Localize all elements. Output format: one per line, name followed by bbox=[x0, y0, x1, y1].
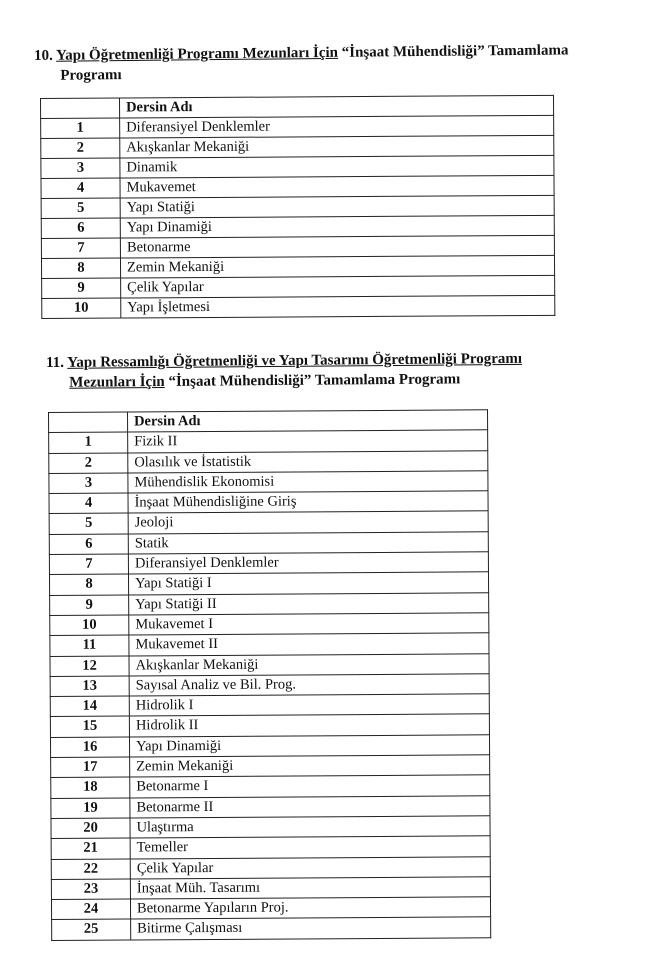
table-row bbox=[49, 532, 488, 555]
row-number: 5 bbox=[41, 198, 120, 218]
row-number: 8 bbox=[41, 258, 120, 278]
course-name-column-header: Dersin Adı bbox=[128, 410, 488, 432]
course-name: Çelik Yapılar bbox=[121, 275, 555, 298]
section-11-heading bbox=[46, 349, 522, 393]
row-number: 19 bbox=[51, 798, 130, 819]
course-name: Yapı Statiği II bbox=[129, 592, 489, 614]
section-11-title-underlined: Mezunları İçin bbox=[69, 373, 165, 391]
table-row bbox=[51, 795, 490, 818]
table-row bbox=[51, 856, 490, 879]
course-name: Mühendislik Ekonomisi bbox=[128, 471, 488, 493]
row-number: 5 bbox=[49, 513, 128, 534]
row-number: 20 bbox=[51, 818, 130, 839]
table-row bbox=[49, 552, 488, 575]
table-header-row bbox=[49, 410, 488, 433]
row-number: 9 bbox=[42, 278, 121, 298]
row-number: 6 bbox=[49, 534, 128, 555]
row-number: 1 bbox=[49, 432, 128, 453]
table-row bbox=[50, 653, 489, 676]
row-number: 2 bbox=[49, 453, 128, 474]
course-name: Diferansiyel Denklemler bbox=[120, 115, 554, 138]
table-row bbox=[50, 735, 489, 758]
row-number: 3 bbox=[49, 473, 128, 494]
row-number: 10 bbox=[42, 298, 121, 318]
course-name: Yapı Statiği bbox=[120, 195, 554, 218]
course-name: Olasılık ve İstatistik bbox=[128, 450, 488, 472]
course-name: Mukavemet I bbox=[129, 613, 489, 635]
table-row bbox=[42, 295, 555, 318]
table-row bbox=[50, 674, 489, 697]
table-row bbox=[49, 430, 488, 453]
row-number: 11 bbox=[50, 635, 129, 656]
course-name: İnşaat Müh. Tasarımı bbox=[130, 877, 490, 899]
section-10-course-table bbox=[40, 95, 555, 319]
row-number: 25 bbox=[52, 919, 131, 940]
section-11-course-table bbox=[48, 409, 491, 940]
table-row bbox=[49, 511, 488, 534]
table-row bbox=[50, 694, 489, 717]
course-name: Mukavemet bbox=[120, 175, 554, 198]
number-column-header bbox=[49, 412, 128, 433]
table-row bbox=[51, 877, 490, 900]
section-10-title-underlined: Yapı Öğretmenliği Programı Mezunları İçin bbox=[55, 44, 339, 64]
section-10-heading bbox=[34, 40, 569, 86]
course-name: Diferansiyel Denklemler bbox=[128, 552, 488, 574]
row-number: 13 bbox=[50, 676, 129, 697]
table-row bbox=[49, 471, 488, 494]
course-name: Yapı Dinamiği bbox=[129, 735, 489, 757]
table-row bbox=[49, 450, 488, 473]
course-name: Ulaştırma bbox=[130, 816, 490, 838]
table-row bbox=[51, 836, 490, 859]
course-name: Betonarme bbox=[120, 235, 554, 258]
course-name-column-header: Dersin Adı bbox=[120, 95, 554, 118]
section-11-number: 11. bbox=[46, 354, 65, 371]
row-number: 9 bbox=[50, 595, 129, 616]
table-row bbox=[51, 897, 490, 920]
course-name: Dinamik bbox=[120, 155, 554, 178]
row-number: 4 bbox=[41, 178, 120, 198]
course-name: Zemin Mekaniği bbox=[120, 255, 554, 278]
row-number: 4 bbox=[49, 493, 128, 514]
course-name: Temeller bbox=[130, 836, 490, 858]
section-11-title-rest: “İnşaat Mühendisliği” Tamamlama Programı bbox=[168, 371, 461, 390]
row-number: 21 bbox=[51, 838, 130, 859]
row-number: 7 bbox=[41, 238, 120, 258]
row-number: 14 bbox=[50, 696, 129, 717]
table-row bbox=[50, 592, 489, 615]
course-name: Hidrolik I bbox=[129, 694, 489, 716]
course-name: Mukavemet II bbox=[129, 633, 489, 655]
row-number: 10 bbox=[50, 615, 129, 636]
course-name: Yapı İşletmesi bbox=[121, 295, 555, 318]
row-number: 16 bbox=[50, 737, 129, 758]
course-name: Çelik Yapılar bbox=[130, 856, 490, 878]
course-name: Hidrolik II bbox=[129, 714, 489, 736]
section-10-title-line2: Programı bbox=[60, 67, 122, 84]
course-name: İnşaat Mühendisliğine Giriş bbox=[128, 491, 488, 513]
course-name: Bitirme Çalışması bbox=[131, 917, 491, 939]
course-name: Betonarme II bbox=[130, 795, 490, 817]
row-number: 23 bbox=[51, 879, 130, 900]
row-number: 6 bbox=[41, 218, 120, 238]
course-name: Akışkanlar Mekaniği bbox=[120, 135, 554, 158]
course-name: Jeoloji bbox=[128, 511, 488, 533]
row-number: 1 bbox=[41, 118, 120, 138]
course-name: Yapı Statiği I bbox=[128, 572, 488, 594]
course-name: Statik bbox=[128, 532, 488, 554]
row-number: 24 bbox=[51, 899, 130, 920]
course-name: Betonarme I bbox=[130, 775, 490, 797]
course-name: Yapı Dinamiği bbox=[120, 215, 554, 238]
number-column-header bbox=[41, 98, 120, 118]
course-name: Fizik II bbox=[128, 430, 488, 452]
row-number: 22 bbox=[51, 859, 130, 880]
course-name: Sayısal Analiz ve Bil. Prog. bbox=[129, 674, 489, 696]
row-number: 17 bbox=[51, 757, 130, 778]
table-row bbox=[51, 816, 490, 839]
row-number: 15 bbox=[50, 716, 129, 737]
course-name: Betonarme Yapıların Proj. bbox=[130, 897, 490, 919]
row-number: 8 bbox=[49, 574, 128, 595]
row-number: 18 bbox=[51, 777, 130, 798]
table-row bbox=[50, 613, 489, 636]
row-number: 7 bbox=[49, 554, 128, 575]
table-row bbox=[51, 755, 490, 778]
row-number: 3 bbox=[41, 158, 120, 178]
table-row bbox=[50, 714, 489, 737]
section-11-title-line1: Yapı Ressamlığı Öğretmenliği ve Yapı Tasarımı Öğretmenliği Programı bbox=[67, 350, 523, 371]
section-10-title-rest: “İnşaat Mühendisliği” Tamamlama bbox=[341, 42, 569, 61]
section-10-number: 10. bbox=[34, 47, 53, 64]
row-number: 2 bbox=[41, 138, 120, 158]
table-row bbox=[49, 491, 488, 514]
course-name: Zemin Mekaniği bbox=[130, 755, 490, 777]
table-row bbox=[52, 917, 491, 940]
table-row bbox=[50, 633, 489, 656]
table-row bbox=[49, 572, 488, 595]
row-number: 12 bbox=[50, 656, 129, 677]
course-name: Akışkanlar Mekaniği bbox=[129, 653, 489, 675]
table-row bbox=[51, 775, 490, 798]
